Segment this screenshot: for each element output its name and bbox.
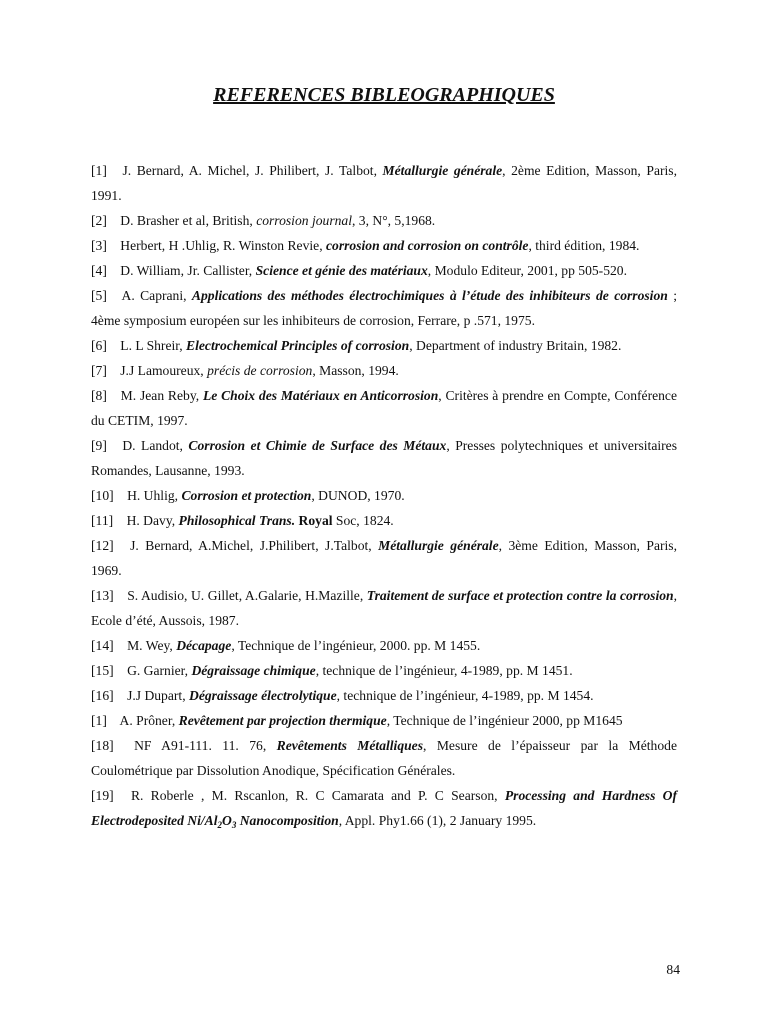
reference-authors: M. Jean Reby, xyxy=(120,388,200,403)
reference-number: [1] xyxy=(91,713,107,728)
reference-number: [10] xyxy=(91,488,114,503)
reference-work-title: précis de corrosion xyxy=(207,363,313,378)
page-number: 84 xyxy=(666,962,680,977)
reference-item xyxy=(91,483,677,508)
reference-number: [1] xyxy=(91,163,107,178)
reference-authors: H. Uhlig, xyxy=(127,488,179,503)
reference-authors: H. Davy, xyxy=(126,513,176,528)
reference-authors: A. Prôner, xyxy=(119,713,176,728)
reference-authors: D. Landot, xyxy=(122,438,183,453)
reference-number: [14] xyxy=(91,638,114,653)
reference-work-title: Revêtements Métalliques xyxy=(276,738,424,753)
reference-details: , 3ème Edition, Masson, Paris, 1969. xyxy=(91,538,677,578)
reference-work-title-extra: Royal xyxy=(298,513,333,528)
reference-details: , Presses polytechniques et universitaires Romandes, Lausanne, 1993. xyxy=(91,438,677,478)
reference-item xyxy=(91,658,677,683)
reference-authors: R. Roberle , M. Rscanlon, R. C Camarata and P. C Searson, xyxy=(130,788,498,803)
reference-work-title: Dégraissage électrolytique xyxy=(189,688,337,703)
reference-details: , Appl. Phy1.66 (1), 2 January 1995. xyxy=(338,813,537,828)
reference-details: , Mesure de l’épaisseur par la Méthode Coulométrique par Dissolution Anodique, Spécification Générales. xyxy=(91,738,677,778)
reference-details: , Critères à prendre en Compte, Conférence du CETIM, 1997. xyxy=(91,388,677,428)
reference-item xyxy=(91,533,677,583)
reference-authors: A. Caprani, xyxy=(121,288,187,303)
reference-authors: J.J Dupart, xyxy=(127,688,186,703)
reference-authors: S. Audisio, U. Gillet, A.Galarie, H.Mazille, xyxy=(127,588,364,603)
reference-item xyxy=(91,683,677,708)
reference-work-title: Science et génie des matériaux xyxy=(255,263,428,278)
reference-number: [9] xyxy=(91,438,107,453)
reference-work-title: Traitement de surface et protection contre la corrosion xyxy=(366,588,674,603)
reference-work-title: Revêtement par projection thermique xyxy=(178,713,387,728)
reference-details: , 2ème Edition, Masson, Paris, 1991. xyxy=(91,163,677,203)
reference-details: , Ecole d’été, Aussois, 1987. xyxy=(91,588,677,628)
reference-details: , 3, N°, 5,1968. xyxy=(351,213,436,228)
reference-item xyxy=(91,208,677,233)
reference-item xyxy=(91,733,677,783)
reference-item xyxy=(91,433,677,483)
reference-work-title: Processing and Hardness Of Electrodeposited Ni/Al xyxy=(91,788,677,828)
reference-item xyxy=(91,283,677,333)
reference-number: [18] xyxy=(91,738,114,753)
reference-work-title-mid: O xyxy=(222,813,232,828)
reference-work-title-end: Nanocomposition xyxy=(236,813,339,828)
subscript-2: 2 xyxy=(217,820,222,830)
reference-item xyxy=(91,158,677,208)
reference-work-title: Le Choix des Matériaux en Anticorrosion xyxy=(202,388,439,403)
reference-details: , Technique de l’ingénieur, 2000. pp. M 1455. xyxy=(231,638,481,653)
reference-authors: J. Bernard, A. Michel, J. Philibert, J. Talbot, xyxy=(122,163,377,178)
reference-authors: NF A91-111. 11. 76, xyxy=(134,738,267,753)
reference-work-title: Electrochemical Principles of corrosion xyxy=(186,338,410,353)
reference-number: [4] xyxy=(91,263,107,278)
reference-item xyxy=(91,258,677,283)
reference-authors: J. Bernard, A.Michel, J.Philibert, J.Talbot, xyxy=(130,538,372,553)
subscript-3: 3 xyxy=(231,820,237,830)
reference-item xyxy=(91,783,677,838)
reference-number: [19] xyxy=(91,788,114,803)
reference-item xyxy=(91,383,677,433)
reference-work-title: Décapage xyxy=(176,638,232,653)
reference-item xyxy=(91,708,677,733)
reference-number: [8] xyxy=(91,388,107,403)
reference-work-title: corrosion and corrosion on contrôle xyxy=(326,238,529,253)
reference-number: [13] xyxy=(91,588,114,603)
reference-details: , technique de l’ingénieur, 4-1989, pp. M 1451. xyxy=(315,663,573,678)
reference-authors: L. L Shreir, xyxy=(120,338,183,353)
reference-work-title: corrosion journal xyxy=(256,213,352,228)
reference-item xyxy=(91,583,677,633)
reference-item xyxy=(91,633,677,658)
reference-number: [15] xyxy=(91,663,114,678)
reference-number: [12] xyxy=(91,538,114,553)
reference-work-title: Métallurgie générale xyxy=(382,163,503,178)
reference-work-title: Dégraissage chimique xyxy=(191,663,316,678)
reference-authors: D. Brasher et al, British, xyxy=(120,213,253,228)
reference-number: [16] xyxy=(91,688,114,703)
reference-number: [7] xyxy=(91,363,107,378)
reference-work-title: Philosophical Trans. xyxy=(178,513,296,528)
reference-number: [2] xyxy=(91,213,107,228)
reference-item xyxy=(91,333,677,358)
reference-item xyxy=(91,358,677,383)
reference-number: [11] xyxy=(91,513,114,528)
reference-work-title: Corrosion et protection xyxy=(181,488,312,503)
reference-list xyxy=(91,158,677,838)
reference-details: , DUNOD, 1970. xyxy=(311,488,405,503)
reference-details: , technique de l’ingénieur, 4-1989, pp. M 1454. xyxy=(336,688,594,703)
reference-details: , Department of industry Britain, 1982. xyxy=(409,338,622,353)
reference-details: ; 4ème symposium européen sur les inhibiteurs de corrosion, Ferrare, p .571, 1975. xyxy=(91,288,677,328)
reference-authors: G. Garnier, xyxy=(127,663,189,678)
reference-number: [5] xyxy=(91,288,107,303)
reference-item xyxy=(91,233,677,258)
reference-details: , Masson, 1994. xyxy=(312,363,399,378)
reference-authors: D. William, Jr. Callister, xyxy=(120,263,253,278)
reference-details: , Technique de l’ingénieur 2000, pp M1645 xyxy=(386,713,623,728)
reference-work-title: Corrosion et Chimie de Surface des Métaux xyxy=(188,438,447,453)
page-title: REFERENCES BIBLEOGRAPHIQUES xyxy=(213,84,555,106)
reference-work-title: Métallurgie générale xyxy=(378,538,499,553)
reference-authors: M. Wey, xyxy=(127,638,173,653)
reference-authors: J.J Lamoureux, xyxy=(120,363,204,378)
reference-details: Soc, 1824. xyxy=(332,513,394,528)
reference-details: , third édition, 1984. xyxy=(528,238,640,253)
reference-authors: Herbert, H .Uhlig, R. Winston Revie, xyxy=(120,238,323,253)
reference-number: [6] xyxy=(91,338,107,353)
reference-work-title: Applications des méthodes électrochimiques à l’étude des inhibiteurs de corrosion xyxy=(191,288,668,303)
reference-details: , Modulo Editeur, 2001, pp 505-520. xyxy=(427,263,627,278)
reference-number: [3] xyxy=(91,238,107,253)
reference-item xyxy=(91,508,677,533)
